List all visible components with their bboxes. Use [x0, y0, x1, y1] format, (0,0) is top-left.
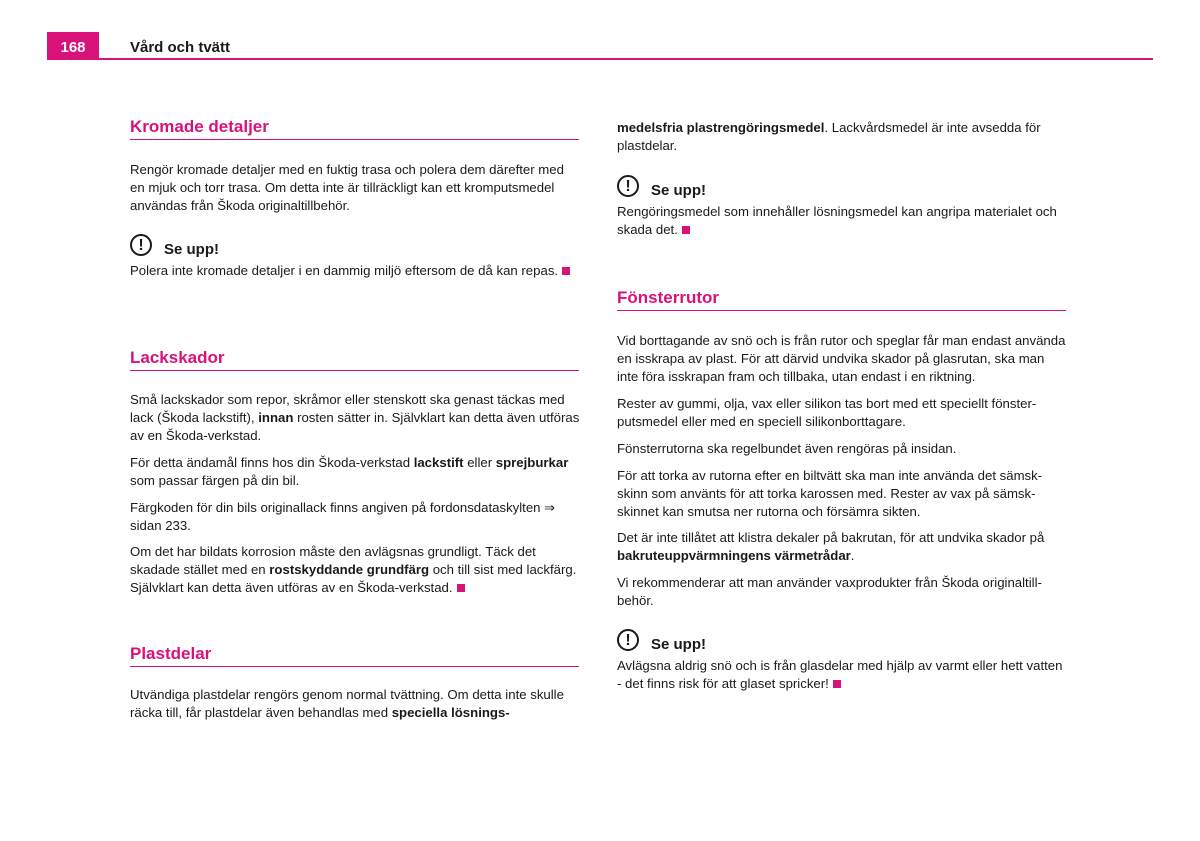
- header-rule: [47, 58, 1153, 60]
- lackskador-paragraph-2: För detta ändamål finns hos din Škoda-verkstad lackstift eller sprejburkar som passar färgen på din bil.: [130, 455, 569, 488]
- plastdelar-continued-paragraph: medelsfria plastrengöringsmedel. Lackvårdsmedel är inte avsedda för plastdelar.: [617, 120, 1041, 153]
- exclamation-circle-icon: !: [617, 629, 639, 651]
- lackskador-paragraph-3: Färgkoden för din bils originallack finns angiven på fordonsdataskylten ⇒ sidan 233.: [130, 500, 556, 533]
- lackskador-paragraph-1: Små lackskador som repor, skråmor eller stenskott ska genast täckas med lack (Škoda lackstift), innan rosten sätter in. Självklart kan detta även utföras av en Škoda-verkstad.: [130, 392, 580, 443]
- chapter-title: Vård och tvätt: [130, 39, 231, 56]
- section-heading-lackskador: Lackskador: [130, 349, 579, 371]
- fonsterrutor-paragraph-4: För att torka av rutorna efter en biltvätt ska man inte använda det sämskskinn som använts för att torka karossen med. Rester av vax på sämskskinnet kan smutsa ner rutorna och försämra sikten.: [617, 468, 1043, 519]
- kromade-paragraph: Rengör kromade detaljer med en fuktig trasa och polera dem därefter med en mjuk och torr trasa. Om detta inte är tillräckligt kan ett kromputsmedel användas från Škoda originaltillbehör.: [130, 162, 564, 213]
- lackskador-paragraph-4: Om det har bildats korrosion måste den avlägsnas grundligt. Täck det skadade stället med en rostskyddande grundfärg och till sist med lackfärg. Självklart kan detta även utföras av en Škoda-verkstad.: [130, 544, 577, 595]
- caution-title: Se upp!: [651, 182, 706, 199]
- fonsterrutor-paragraph-6: Vi rekommenderar att man använder vaxprodukter från Škoda originaltillbehör.: [617, 575, 1042, 608]
- caution-text: Polera inte kromade detaljer i en dammig miljö eftersom de då kan repas.: [130, 262, 580, 280]
- caution-text: Avlägsna aldrig snö och is från glasdelar med hjälp av varmt eller hett vatten - det finns risk för att glaset spricker!: [617, 658, 1063, 691]
- caution-title: Se upp!: [651, 636, 706, 653]
- fonsterrutor-paragraph-5: Det är inte tillåtet att klistra dekaler på bakrutan, för att undvika skador på bakruteuppvärmningens värmetrådar.: [617, 530, 1045, 563]
- fonsterrutor-paragraph-3: Fönsterrutorna ska regelbundet även rengöras på insidan.: [617, 441, 957, 456]
- fonsterrutor-paragraph-1: Vid borttagande av snö och is från rutor och speglar får man endast använda en isskrapa av plast. För att därvid undvika skador på glasrutan, ska man inte föra isskrapan fram och tillbaka, utan endast i en riktning.: [617, 333, 1066, 384]
- caution-title: Se upp!: [164, 241, 219, 258]
- end-marker-icon: [457, 584, 465, 592]
- plastdelar-paragraph: Utvändiga plastdelar rengörs genom normal tvättning. Om detta inte skulle räcka till, får plastdelar även behandlas med speciella lösnings-: [130, 687, 564, 720]
- fonsterrutor-paragraph-2: Rester av gummi, olja, vax eller silikon tas bort med ett speciellt fönsterputsmedel eller med en speciell silikonborttagare.: [617, 396, 1037, 429]
- end-marker-icon: [562, 267, 570, 275]
- end-marker-icon: [682, 226, 690, 234]
- caution-text: Rengöringsmedel som innehåller lösningsmedel kan angripa materialet och skada det.: [617, 204, 1057, 237]
- section-heading-fonsterrutor: Fönsterrutor: [617, 289, 1066, 311]
- exclamation-circle-icon: !: [130, 234, 152, 256]
- end-marker-icon: [833, 680, 841, 688]
- section-heading-plastdelar: Plastdelar: [130, 645, 579, 667]
- exclamation-circle-icon: !: [617, 175, 639, 197]
- section-heading-kromade-detaljer: Kromade detaljer: [130, 118, 579, 140]
- page-number: 168: [47, 32, 99, 58]
